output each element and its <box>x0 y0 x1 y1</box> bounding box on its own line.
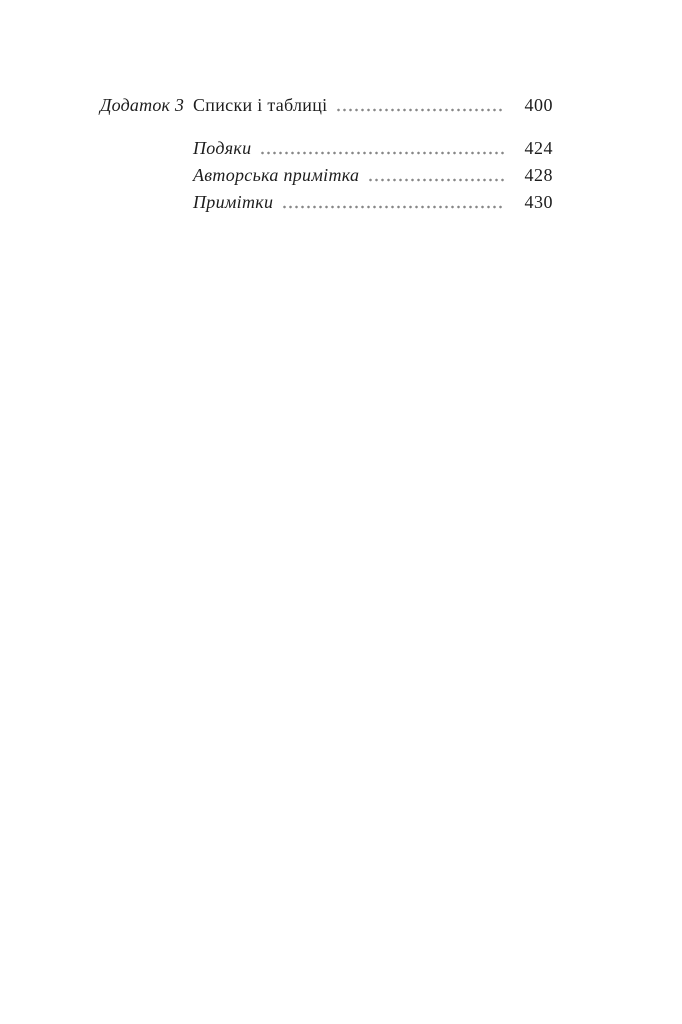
page-number: 428 <box>524 165 553 185</box>
dot-leader <box>369 178 505 182</box>
dot-leader <box>261 151 505 155</box>
toc-row-notes <box>100 189 553 216</box>
toc-row-appendix <box>100 92 553 119</box>
entry-title: Подяки <box>193 138 252 158</box>
toc-row-authors-note <box>100 162 553 189</box>
entry-title: Списки і таблиці <box>193 95 328 115</box>
entry-title: Авторська примітка <box>193 165 360 185</box>
appendix-label: Додаток 3 <box>100 95 185 115</box>
page-number: 430 <box>524 192 553 212</box>
page-number: 424 <box>524 138 553 158</box>
entry-title: Примітки <box>193 192 274 212</box>
page-number: 400 <box>524 95 553 115</box>
dot-leader <box>283 205 505 209</box>
toc-row-acknowledgments <box>100 135 553 162</box>
dot-leader <box>337 108 505 112</box>
table-of-contents <box>100 92 553 216</box>
